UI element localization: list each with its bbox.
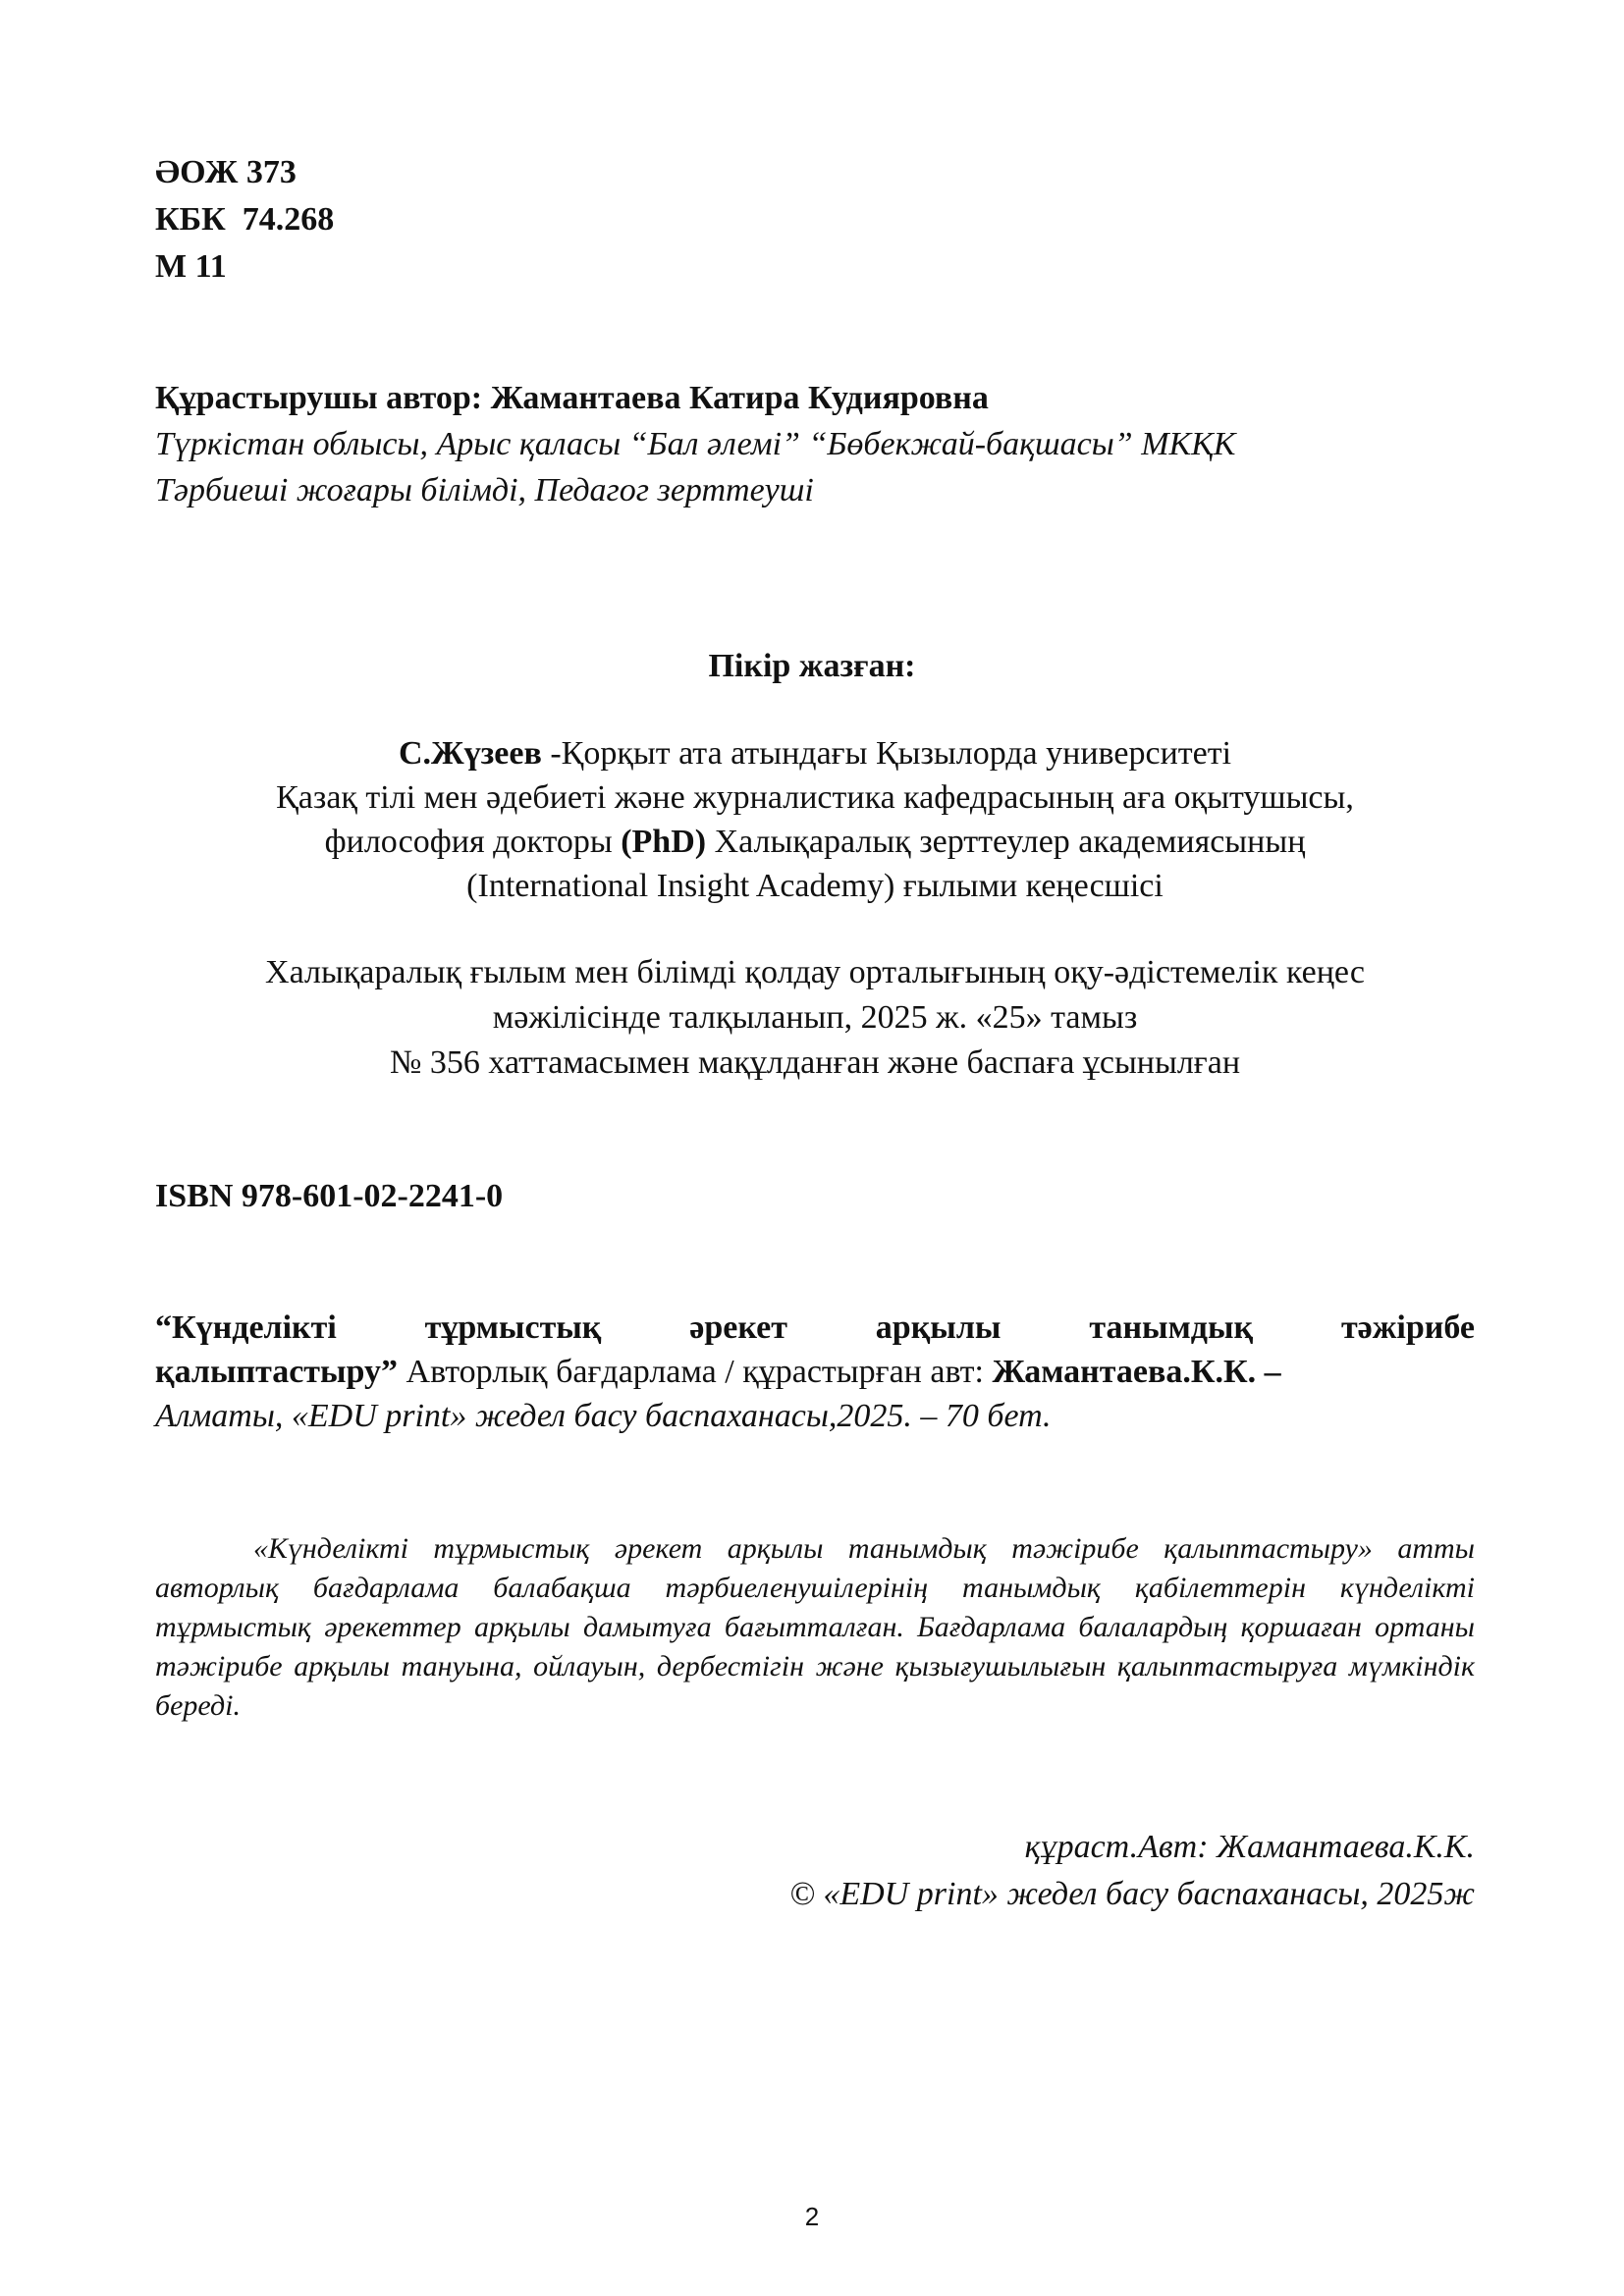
citation-publisher: Алматы, «EDU print» жедел басу баспаханасы,2025. – 70 бет. [155, 1398, 1052, 1434]
author-label: Құрастырушы автор: [155, 380, 483, 416]
bibliographic-citation [155, 1306, 1475, 1438]
reviewer-line-4: (International Insight Academy) ғылыми кеңесшісі [466, 868, 1164, 904]
author-name-line [155, 375, 1475, 421]
approval-line-3: № 356 хаттамасымен мақұлданған және баспаға ұсынылған [389, 1044, 1241, 1081]
udc-code: ӘОЖ 373 [155, 154, 297, 190]
reviewer-affiliation: -Қорқыт ата атындағы Қызылорда университеті [541, 735, 1232, 772]
annotation-paragraph: «Күнделікті тұрмыстық әрекет арқылы танымдық тәжірибе қалыптастыру» атты авторлық бағдарлама балабақша тәрбиеленушілерінің танымдық қабілеттерін күнделікті тұрмыстық әрекеттер арқылы дамытуға бағытталған. Бағдарлама балалардың қоршаған ортаны тәжірибе арқылы тануына, ойлауын, дербестігін және қызығушылығын қалыптастыруға мүмкіндік береді. [155, 1532, 1475, 1722]
isbn: ISBN 978-601-02-2241-0 [155, 1178, 504, 1214]
citation-title-line-1: “Күнделікті тұрмыстық әрекет арқылы танымдық тәжірибе [155, 1309, 1475, 1346]
approval-line-1: Халықаралық ғылым мен білімді қолдау орталығының оқу-әдістемелік кеңес [265, 954, 1365, 990]
bibliographic-codes [155, 149, 1475, 291]
page-number: 2 [804, 2202, 820, 2231]
approval-line-2: мәжілісінде талқыланып, 2025 ж. «25» тамыз [492, 999, 1138, 1036]
citation-line-2 [155, 1350, 1475, 1394]
reviewer-line-1 [155, 731, 1475, 775]
citation-title-line-2: қалыптастыру” [155, 1354, 399, 1390]
reviewer-academy: Халықаралық зерттеулер академиясының [706, 824, 1306, 860]
author-name: Жамантаева Катира Кудияровна [490, 380, 989, 416]
reviewer-degree-abbr: (PhD) [621, 824, 707, 860]
reviewer-line-2: Қазақ тілі мен әдебиеті және журналистика кафедрасының аға оқытушысы, [276, 779, 1354, 816]
copyright-block [155, 1824, 1475, 1918]
approval-statement [155, 950, 1475, 1086]
reviewer-line-3 [155, 820, 1475, 864]
author-section [155, 375, 1475, 513]
author-mark: М 11 [155, 248, 227, 285]
citation-author: Жамантаева.К.К. – [992, 1354, 1281, 1390]
compiler-credit: құраст.Авт: Жамантаева.К.К. [1024, 1829, 1475, 1865]
author-affiliation: Түркістан облысы, Арыс қаласы “Бал әлемі” “Бөбекжай-бақшасы” МКҚК [155, 426, 1236, 462]
reviewer-name: С.Жүзеев [398, 735, 542, 772]
author-position: Тәрбиеші жоғары білімді, Педагог зерттеуші [155, 472, 814, 508]
reviewer-degree: философия докторы [324, 824, 622, 860]
copyright-notice: © «EDU print» жедел басу баспаханасы, 2025ж [789, 1876, 1475, 1912]
review-heading: Пікір жазған: [708, 648, 916, 684]
citation-type: Авторлық бағдарлама / құрастырған авт: [398, 1354, 993, 1390]
reviewer-info [155, 731, 1475, 908]
bbk-code: КБК 74.268 [155, 201, 335, 238]
